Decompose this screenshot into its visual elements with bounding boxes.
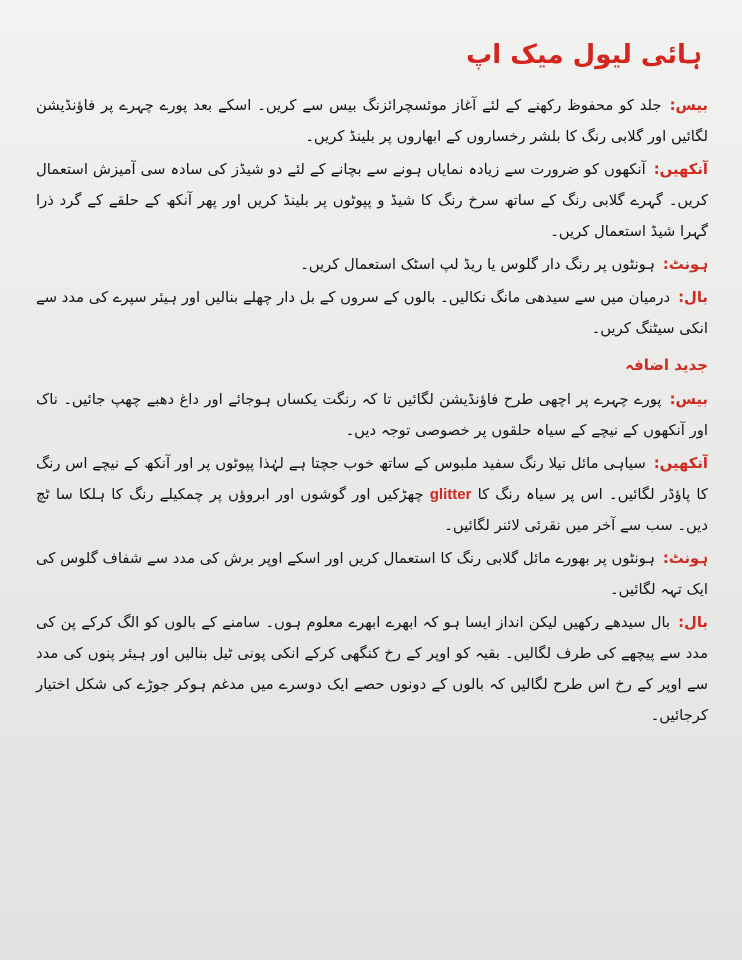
new-hair-label: بال: [678, 614, 708, 631]
new-lips-paragraph [36, 543, 708, 605]
article-title: ہائی لیول میک اپ [466, 40, 702, 70]
new-base-label: بیس: [669, 391, 708, 408]
new-eyes-paragraph [36, 448, 708, 541]
new-lips-text: ہونٹوں پر بھورے مائل گلابی رنگ کا استعمال کریں اور اسکے اوپر برش کی مدد سے شفاف گلوس کی ایک تہہ لگائیں۔ [36, 550, 708, 598]
new-base-paragraph [36, 384, 708, 446]
eyes-paragraph [36, 154, 708, 247]
base-text: جلد کو محفوظ رکھنے کے لئے آغاز موئسچرائزنگ بیس سے کریں۔ اسکے بعد پورے چہرے پر فاؤنڈیشن لگائیں اور گلابی رنگ کا بلشر رخساروں کے ابھاروں پر بلینڈ کریں۔ [36, 97, 708, 145]
eyes-text: آنکھوں کو ضرورت سے زیادہ نمایاں ہونے سے بچانے کے لئے دو شیڈز کی سادہ سی آمیزش استعمال کریں۔ گہرے گلابی رنگ کے ساتھ سرخ رنگ کا شیڈ و پپوٹوں پر بلینڈ کریں اور پھر آنکھ کے حلقے کے گرد ذرا گہرا شیڈ استعمال کریں۔ [36, 161, 708, 240]
hair-paragraph [36, 282, 708, 344]
lips-text: ہونٹوں پر رنگ دار گلوس یا ریڈ لپ اسٹک استعمال کریں۔ [300, 256, 655, 273]
lips-label: ہونٹ: [662, 256, 708, 273]
base-label: بیس: [669, 97, 708, 114]
new-eyes-label: آنکھیں: [653, 455, 708, 472]
new-eyes-text-b: چھڑکیں اور گوشوں اور ابروؤں پر چمکیلے رنگ کا ہلکا سا ٹچ دیں۔ سب سے آخر میں نقرئی لائنر لگائیں۔ [36, 486, 708, 534]
new-lips-label: ہونٹ: [662, 550, 708, 567]
section-heading: جدید اضافہ [625, 356, 708, 374]
eyes-label: آنکھیں: [653, 161, 708, 178]
new-hair-text: بال سیدھے رکھیں لیکن انداز ایسا ہو کہ ابھرے ابھرے معلوم ہوں۔ سامنے کے بالوں کو الگ کرکے پن کی مدد سے پیچھے کی طرف لگالیں۔ بقیہ کو اوپر کے رخ کنگھی کرکے انکی پونی ٹیل بنالیں اور ہیئر پنوں کی مدد سے اوپر کے رخ اس طرح لگالیں کہ بالوں کے دونوں حصے ایک دوسرے میں مدغم ہوکر جوڑے کی شکل اختیار کرجائیں۔ [36, 614, 708, 724]
lips-paragraph [36, 249, 708, 280]
glitter-word: glitter [429, 486, 472, 503]
new-base-text: پورے چہرے پر اچھی طرح فاؤنڈیشن لگائیں تا کہ رنگت یکساں ہوجائے اور داغ دھبے چھپ جائیں۔ ناک اور آنکھوں کے نیچے کے سیاہ حلقوں پر خصوصی توجہ دیں۔ [36, 391, 708, 439]
hair-label: بال: [678, 289, 708, 306]
new-eyes-text-a: سیاہی مائل نیلا رنگ سفید ملبوس کے ساتھ خوب جچتا ہے لہٰذا پپوٹوں پر اور آنکھ کے نیچے اس رنگ کا پاؤڈر لگائیں۔ اس پر سیاہ رنگ کا [36, 455, 708, 503]
hair-text: درمیان میں سے سیدھی مانگ نکالیں۔ بالوں کے سروں کے بل دار چھلے بنالیں اور ہیئر سپرے کی مدد سے انکی سیٹنگ کریں۔ [35, 289, 708, 337]
base-paragraph [36, 90, 708, 152]
new-hair-paragraph [36, 607, 708, 731]
